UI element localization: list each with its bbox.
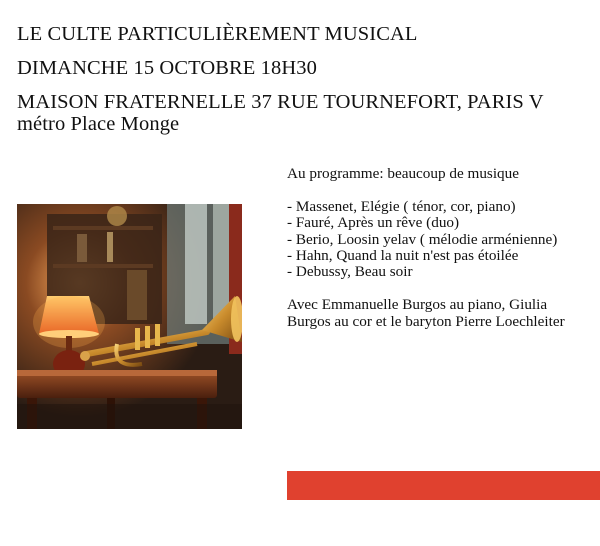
list-item: - Massenet, Elégie ( ténor, cor, piano): [287, 197, 516, 215]
event-title: LE CULTE PARTICULIÈREMENT MUSICAL: [17, 23, 418, 45]
event-venue: MAISON FRATERNELLE 37 RUE TOURNEFORT, PARIS V: [17, 91, 544, 113]
accent-bar: [287, 471, 600, 500]
list-item: - Debussy, Beau soir: [287, 263, 413, 281]
list-item: - Fauré, Après un rêve (duo): [287, 214, 460, 232]
program-intro: Au programme: beaucoup de musique: [287, 165, 519, 182]
program-text: [287, 166, 587, 330]
event-date: DIMANCHE 15 OCTOBRE 18H30: [17, 57, 317, 79]
list-item: - Hahn, Quand la nuit n'est pas étoilée: [287, 247, 519, 265]
trumpet-lamp-photo: [17, 204, 242, 429]
event-metro: métro Place Monge: [17, 113, 180, 135]
performers: Avec Emmanuelle Burgos au piano, Giulia Burgos au cor et le baryton Pierre Loechleiter: [287, 296, 565, 330]
list-item: - Berio, Loosin yelav ( mélodie arménienne): [287, 230, 558, 248]
program-list: [287, 199, 587, 281]
